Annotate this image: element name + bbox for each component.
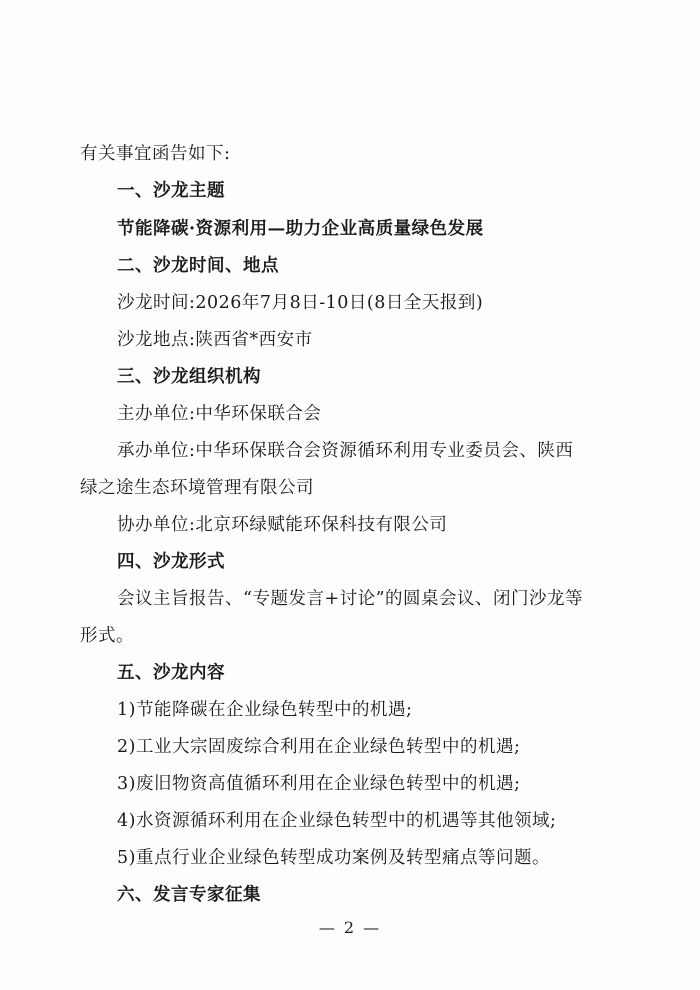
section-3-heading: 三、沙龙组织机构 (117, 367, 261, 387)
content-item: 5)重点行业企业绿色转型成功案例及转型痛点等问题。 (117, 848, 550, 868)
section-6-heading: 六、发言专家征集 (117, 885, 261, 905)
organizer-unit-line-1: 承办单位:中华环保联合会资源循环利用专业委员会、陕西 (117, 441, 574, 461)
host-unit: 主办单位:中华环保联合会 (117, 404, 322, 424)
section-1-heading: 一、沙龙主题 (117, 181, 225, 201)
content-item: 2)工业大宗固废综合利用在企业绿色转型中的机遇; (117, 737, 521, 757)
organizer-unit-line-2: 绿之途生态环境管理有限公司 (80, 478, 314, 498)
format-text-line-1: 会议主旨报告、“专题发言+讨论”的圆桌会议、闭门沙龙等 (117, 589, 584, 609)
content-item: 3)废旧物资高值循环利用在企业绿色转型中的机遇; (117, 774, 521, 794)
section-2-heading: 二、沙龙时间、地点 (117, 256, 279, 276)
format-text-line-2: 形式。 (80, 626, 134, 646)
salon-theme: 节能降碳·资源利用—助力企业高质量绿色发展 (117, 219, 484, 239)
section-5-heading: 五、沙龙内容 (117, 663, 225, 683)
section-4-heading: 四、沙龙形式 (117, 552, 225, 572)
salon-place: 沙龙地点:陕西省*西安市 (117, 330, 313, 350)
content-item: 4)水资源循环利用在企业绿色转型中的机遇等其他领域; (117, 811, 557, 831)
page-number: — 2 — (318, 918, 382, 937)
co-organizer-unit: 协办单位:北京环绿赋能环保科技有限公司 (117, 515, 448, 535)
intro-text: 有关事宜函告如下: (80, 144, 231, 164)
salon-time: 沙龙时间:2026年7月8日-10日(8日全天报到) (117, 293, 484, 313)
content-item: 1)节能降碳在企业绿色转型中的机遇; (117, 700, 413, 720)
